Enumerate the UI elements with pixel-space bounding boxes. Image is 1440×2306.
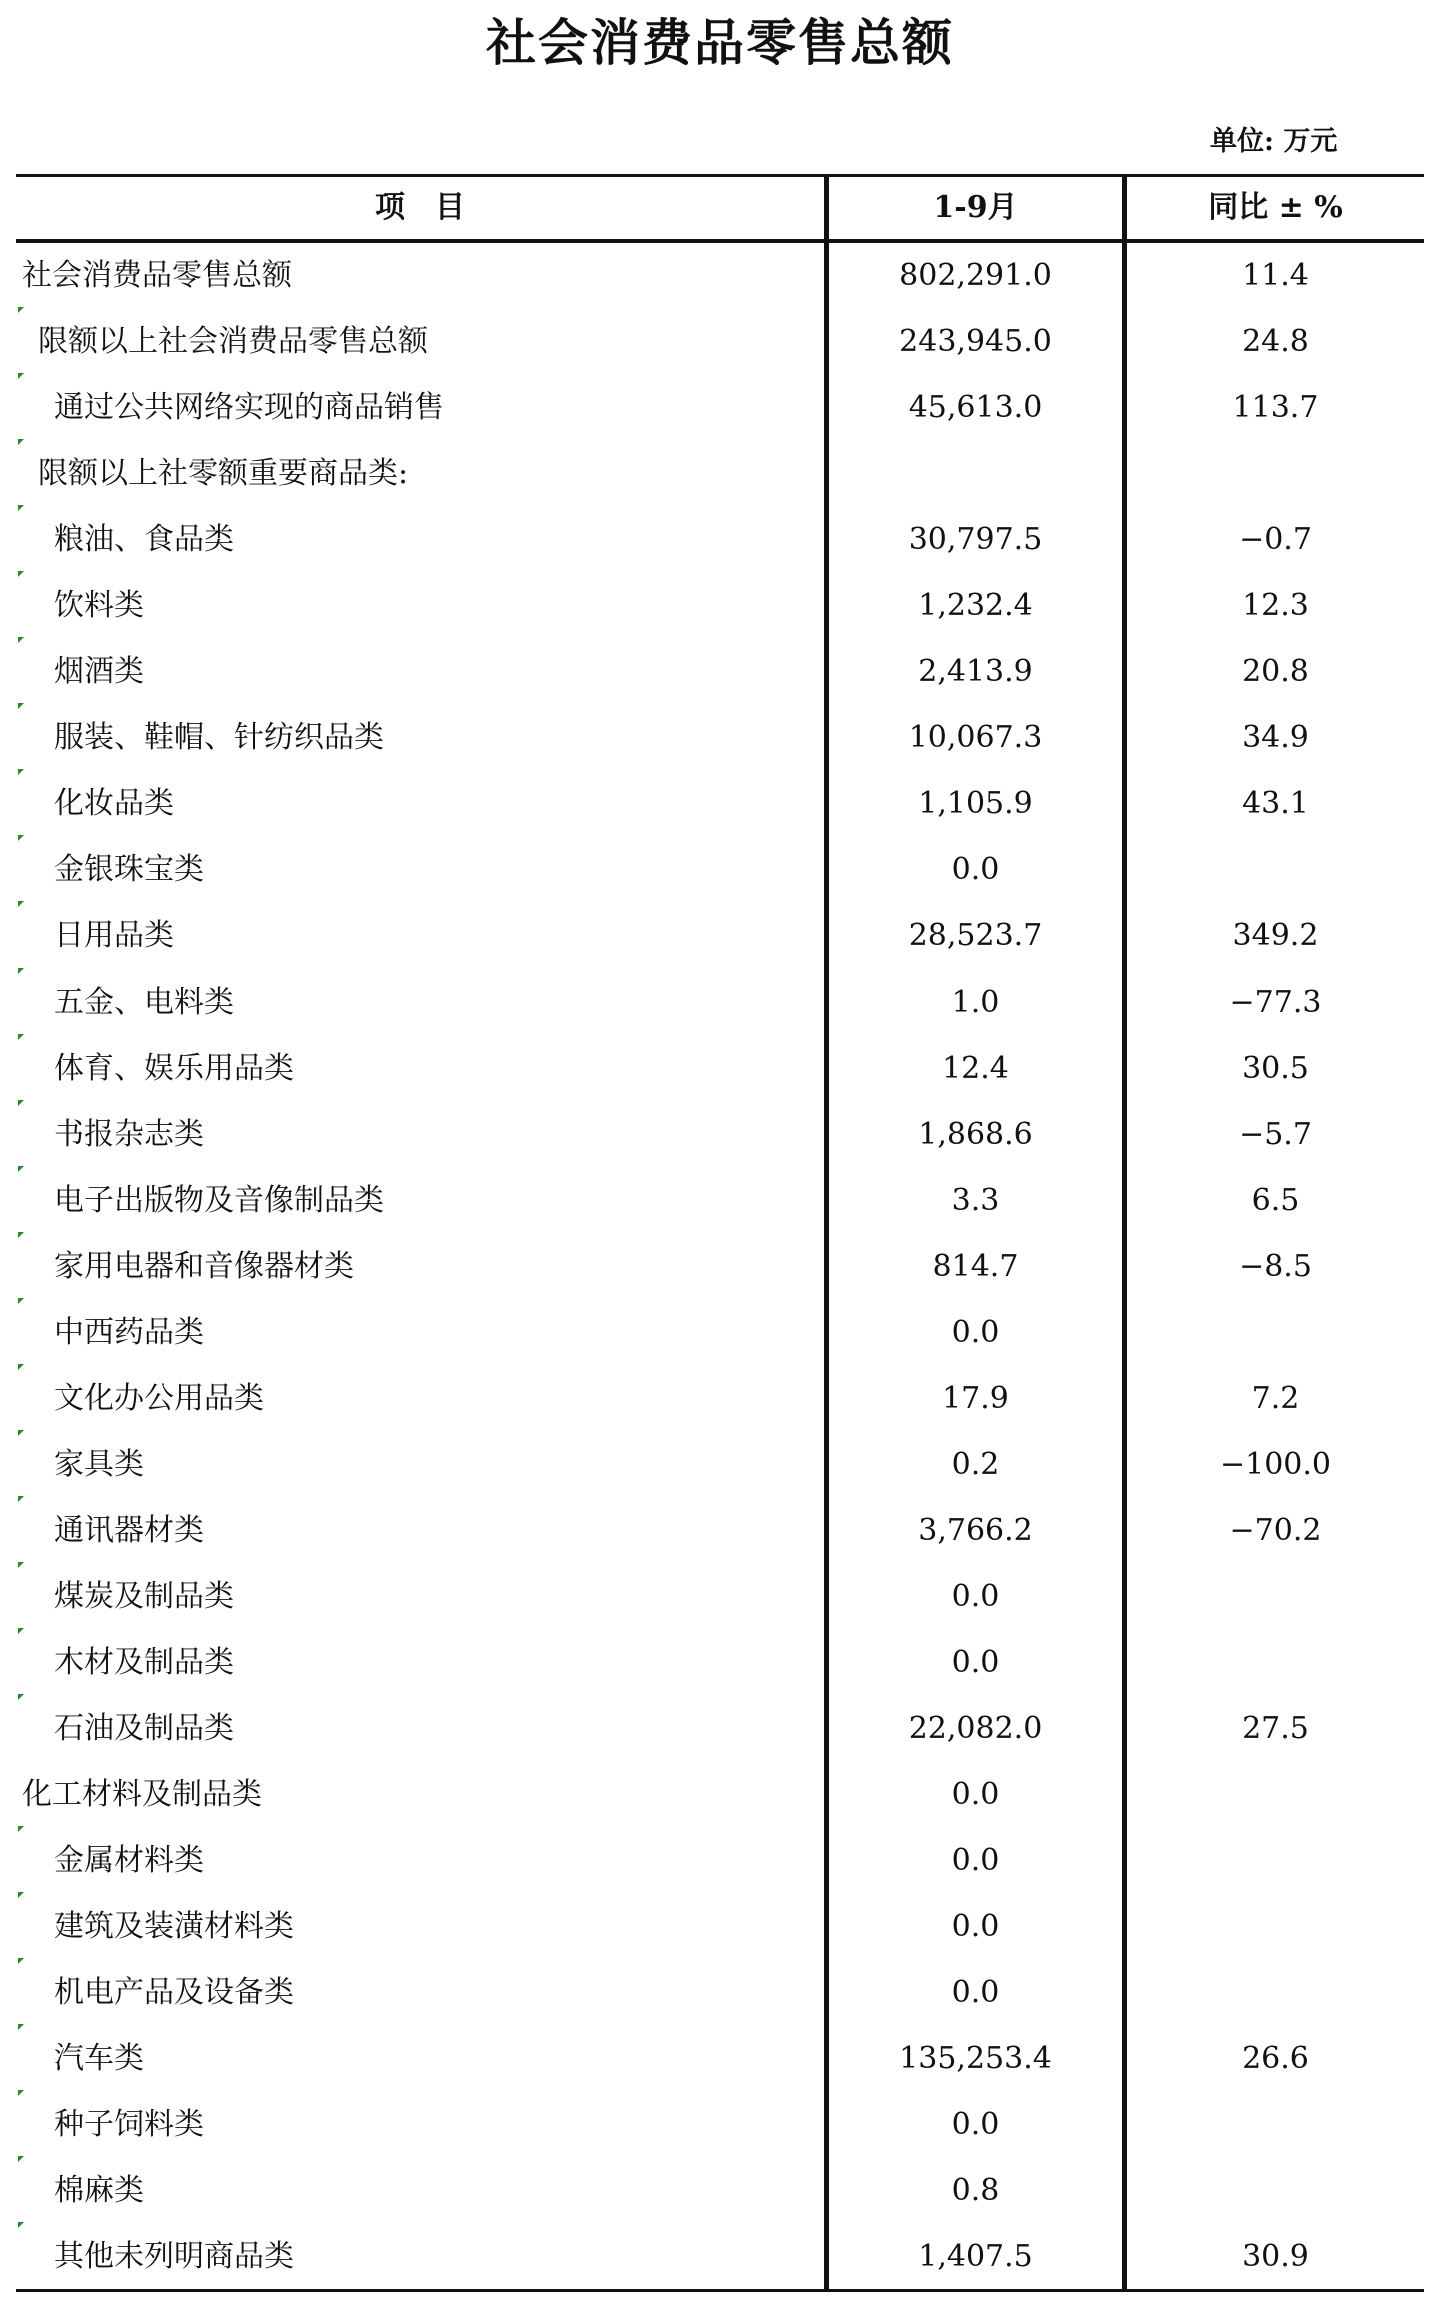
row-value: 0.0 [951, 1975, 1000, 2011]
row-yoy: 113.7 [1232, 390, 1319, 426]
row-item-name: 种子饲料类 [54, 2107, 204, 2143]
table-row [16, 1696, 1424, 1762]
row-yoy: 43.1 [1242, 786, 1309, 822]
row-value: 0.0 [951, 1843, 1000, 1879]
row-yoy [1127, 2092, 1424, 2158]
row-yoy [1127, 1960, 1424, 2026]
row-value: 135,253.4 [899, 2041, 1052, 2077]
row-item-name: 日用品类 [54, 918, 174, 954]
row-item-name: 石油及制品类 [54, 1711, 234, 1747]
table-row [16, 1366, 1424, 1432]
table-row [16, 1630, 1424, 1696]
row-value: 1,105.9 [918, 786, 1033, 822]
row-value: 1,407.5 [918, 2239, 1033, 2275]
row-value: 3.3 [951, 1182, 1000, 1218]
row-item-name: 其他未列明商品类 [54, 2239, 294, 2275]
page-title: 社会消费品零售总额 [486, 13, 954, 72]
row-value: 0.0 [951, 1909, 1000, 1945]
table-row [16, 2092, 1424, 2158]
data-table [16, 174, 1424, 2292]
row-yoy: 7.2 [1251, 1380, 1300, 1416]
row-yoy: 12.3 [1242, 588, 1309, 624]
column-divider [1122, 177, 1127, 2289]
table-row [16, 1828, 1424, 1894]
table-body [16, 243, 1424, 2290]
row-yoy [1127, 2158, 1424, 2224]
row-yoy [1127, 1894, 1424, 1960]
row-yoy [1127, 1564, 1424, 1630]
row-item-name: 粮油、食品类 [54, 522, 234, 558]
table-row [16, 507, 1424, 573]
table-row [16, 1168, 1424, 1234]
row-value: 0.0 [951, 852, 1000, 888]
row-item-name: 五金、电料类 [54, 984, 234, 1020]
row-item-name: 家用电器和音像器材类 [54, 1248, 354, 1284]
row-item-name: 通过公共网络实现的商品销售 [54, 390, 444, 426]
table-row [16, 1762, 1424, 1828]
row-yoy [1127, 1762, 1424, 1828]
row-yoy [1127, 837, 1424, 903]
table-row [16, 573, 1424, 639]
table-row [16, 1432, 1424, 1498]
row-value: 802,291.0 [899, 258, 1052, 293]
row-item-name: 限额以上社会消费品零售总额 [38, 324, 428, 360]
table-row [16, 705, 1424, 771]
row-yoy: 24.8 [1242, 324, 1309, 360]
row-yoy: 30.5 [1242, 1050, 1309, 1086]
row-item-name: 家具类 [54, 1446, 144, 1482]
table-row [16, 639, 1424, 705]
row-value: 2,413.9 [918, 654, 1033, 690]
table-row [16, 309, 1424, 375]
table-row [16, 970, 1424, 1036]
table-row [16, 903, 1424, 969]
header-yoy: 同比 ± % [1208, 190, 1343, 225]
table-row [16, 1564, 1424, 1630]
row-yoy: −70.2 [1229, 1512, 1322, 1548]
row-value: 28,523.7 [908, 918, 1043, 954]
row-item-name: 书报杂志类 [54, 1116, 204, 1152]
row-value: 0.8 [951, 2173, 1000, 2209]
row-item-name: 通讯器材类 [54, 1512, 204, 1548]
row-yoy: −100.0 [1219, 1446, 1332, 1482]
row-value: 45,613.0 [908, 390, 1043, 426]
row-item-name: 机电产品及设备类 [54, 1975, 294, 2011]
table-row [16, 2026, 1424, 2092]
row-item-name: 化妆品类 [54, 786, 174, 822]
row-value: 1.0 [951, 984, 1000, 1020]
row-value: 22,082.0 [908, 1711, 1043, 1747]
row-value: 30,797.5 [908, 522, 1043, 558]
table-row [16, 375, 1424, 441]
row-item-name: 金银珠宝类 [54, 852, 204, 888]
header-value: 1-9月 [933, 190, 1018, 225]
row-value: 12.4 [942, 1050, 1009, 1086]
table-row [16, 1300, 1424, 1366]
row-yoy: 11.4 [1242, 258, 1309, 293]
row-yoy: 349.2 [1232, 918, 1319, 954]
row-yoy: 26.6 [1242, 2041, 1309, 2077]
row-item-name: 汽车类 [54, 2041, 144, 2077]
row-item-name: 体育、娱乐用品类 [54, 1050, 294, 1086]
row-yoy [1127, 1300, 1424, 1366]
row-item-name: 煤炭及制品类 [54, 1578, 234, 1614]
row-yoy: −0.7 [1239, 522, 1312, 558]
table-row [16, 2158, 1424, 2224]
column-divider [824, 177, 829, 2289]
row-value: 0.0 [951, 1314, 1000, 1350]
table-row [16, 1036, 1424, 1102]
row-item-name: 棉麻类 [54, 2173, 144, 2209]
row-yoy: −5.7 [1239, 1116, 1312, 1152]
row-item-name: 限额以上社零额重要商品类: [38, 456, 409, 492]
row-value: 0.0 [951, 2107, 1000, 2143]
row-item-name: 木材及制品类 [54, 1644, 234, 1680]
row-item-name: 建筑及装潢材料类 [54, 1909, 294, 1945]
header-item: 项目 [375, 190, 495, 225]
table-row [16, 1234, 1424, 1300]
row-yoy: 6.5 [1251, 1182, 1300, 1218]
table-row [16, 441, 1424, 507]
row-item-name: 烟酒类 [54, 654, 144, 690]
row-value: 17.9 [942, 1380, 1009, 1416]
row-yoy: 30.9 [1242, 2239, 1309, 2275]
row-item-name: 化工材料及制品类 [22, 1777, 262, 1813]
row-item-name: 文化办公用品类 [54, 1380, 264, 1416]
row-value: 0.0 [951, 1644, 1000, 1680]
table-row [16, 1102, 1424, 1168]
row-yoy [1127, 441, 1424, 507]
row-yoy: 34.9 [1242, 720, 1309, 756]
row-value: 243,945.0 [899, 324, 1052, 360]
row-yoy: −8.5 [1239, 1248, 1312, 1284]
row-item-name: 饮料类 [54, 588, 144, 624]
row-item-name: 电子出版物及音像制品类 [54, 1182, 384, 1218]
row-item-name: 金属材料类 [54, 1843, 204, 1879]
table-row [16, 837, 1424, 903]
row-value [829, 441, 1122, 507]
table-header [16, 177, 1424, 243]
row-item-name: 中西药品类 [54, 1314, 204, 1350]
row-value: 3,766.2 [918, 1512, 1033, 1548]
table-row [16, 1894, 1424, 1960]
row-yoy: 20.8 [1242, 654, 1309, 690]
row-value: 10,067.3 [908, 720, 1043, 756]
row-yoy [1127, 1630, 1424, 1696]
row-yoy [1127, 1828, 1424, 1894]
row-yoy: −77.3 [1229, 984, 1322, 1020]
row-value: 1,868.6 [918, 1116, 1033, 1152]
row-value: 0.0 [951, 1578, 1000, 1614]
table-row [16, 243, 1424, 309]
row-item-name: 社会消费品零售总额 [22, 258, 292, 293]
row-value: 814.7 [932, 1248, 1019, 1284]
table-row [16, 1960, 1424, 2026]
row-item-name: 服装、鞋帽、针纺织品类 [54, 720, 384, 756]
unit-label: 单位: 万元 [1210, 126, 1338, 157]
row-value: 1,232.4 [918, 588, 1033, 624]
table-row [16, 771, 1424, 837]
table-row [16, 2224, 1424, 2290]
row-yoy: 27.5 [1242, 1711, 1309, 1747]
row-value: 0.2 [951, 1446, 1000, 1482]
row-value: 0.0 [951, 1777, 1000, 1813]
table-row [16, 1498, 1424, 1564]
